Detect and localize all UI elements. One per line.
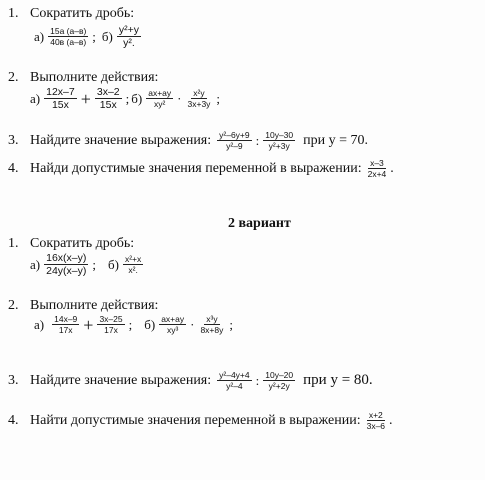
fraction — [52, 314, 79, 335]
separator: ; — [216, 90, 221, 106]
numerator: ax+ay — [161, 314, 185, 324]
numerator: x–3 — [370, 158, 384, 168]
fraction — [97, 314, 124, 335]
denominator: 2x+4 — [367, 169, 387, 179]
separator: ; — [92, 28, 96, 44]
v2-task-2-expr — [34, 314, 235, 335]
v1-task-1 — [8, 6, 134, 22]
separator: ; — [128, 316, 133, 332]
task-text: Найти допустимые значения переменной в выражении: — [30, 412, 361, 428]
period: . — [390, 160, 394, 176]
denominator: y²+2y — [268, 381, 290, 391]
fraction — [263, 130, 295, 151]
v1-task-2 — [8, 70, 158, 86]
task-number: 2. — [8, 70, 19, 85]
condition-text: при y = 70. — [303, 132, 369, 148]
separator: ; — [92, 256, 96, 272]
task-number: 1. — [8, 6, 19, 21]
denominator: x². — [128, 265, 138, 275]
denominator: y². — [123, 37, 135, 49]
operator: + — [80, 88, 91, 109]
numerator: 10y–20 — [265, 370, 294, 380]
numerator: 16x(x–y) — [46, 252, 87, 264]
task-number: 4. — [8, 160, 19, 176]
numerator: y²–6y+9 — [219, 130, 250, 140]
item-label-a: а) — [30, 256, 41, 272]
separator: ; — [125, 90, 130, 106]
v2-task-1 — [8, 236, 134, 252]
item-label-b: б) — [131, 90, 143, 106]
fraction — [217, 130, 251, 151]
task-text: Сократить дробь: — [30, 6, 135, 21]
operator: · — [190, 316, 195, 332]
task-text: Сократить дробь: — [30, 236, 135, 251]
fraction — [95, 86, 122, 111]
fraction — [198, 314, 225, 335]
fraction — [117, 24, 141, 49]
numerator: y²+y — [118, 24, 140, 36]
task-number: 3. — [8, 372, 19, 388]
fraction — [186, 88, 213, 109]
fraction — [146, 88, 173, 109]
denominator: 15x — [99, 99, 117, 111]
task-text: Найдите значение выражения: — [30, 132, 212, 148]
task-number: 4. — [8, 412, 19, 428]
v2-task-3 — [8, 370, 373, 391]
numerator: 12x–7 — [46, 86, 75, 98]
fraction — [366, 158, 389, 179]
task-text: Найди допустимые значения переменной в выражении: — [30, 160, 362, 176]
denominator: 3x+3y — [187, 99, 211, 109]
fraction — [217, 370, 251, 391]
denominator: y²+3y — [268, 141, 290, 151]
numerator: x+2 — [368, 410, 383, 420]
fraction — [123, 254, 143, 275]
denominator: 15x — [51, 99, 69, 111]
denominator: xy² — [154, 99, 166, 109]
numerator: 15a (a–в) — [50, 26, 87, 36]
denominator: 3x–6 — [366, 421, 386, 431]
denominator: 17x — [58, 325, 73, 335]
item-label-a: а) — [34, 316, 45, 332]
operator: + — [83, 314, 94, 335]
v2-task-4 — [8, 410, 393, 431]
numerator: 3x–2 — [96, 86, 120, 98]
fraction — [48, 26, 88, 47]
separator: ; — [229, 316, 233, 332]
v1-task-3 — [8, 130, 368, 151]
numerator: 10y–30 — [265, 130, 294, 140]
numerator: ax+ay — [148, 88, 172, 98]
task-number: 2. — [8, 298, 19, 313]
fraction — [365, 410, 387, 431]
period: . — [389, 412, 393, 428]
numerator: x³y — [206, 314, 218, 324]
numerator: x²y — [193, 88, 205, 98]
v1-task-2-expr — [30, 86, 222, 111]
task-text: Выполните действия: — [30, 70, 159, 85]
v2-task-2 — [8, 298, 158, 314]
operator: : — [255, 132, 260, 148]
variant-heading: 2 вариант — [228, 216, 291, 231]
v1-task-4 — [8, 158, 394, 179]
denominator: 17x — [104, 325, 118, 335]
numerator: x²+x — [124, 254, 142, 264]
item-label-b: б) — [144, 316, 156, 332]
denominator: 8x+8y — [200, 325, 224, 335]
denominator: y²–9 — [226, 141, 243, 151]
task-number: 3. — [8, 132, 19, 148]
task-text: Выполните действия: — [30, 298, 159, 313]
denominator: 24y(x–y) — [46, 265, 87, 277]
denominator: y²–4 — [226, 381, 243, 391]
numerator: 3x–25 — [99, 314, 123, 324]
fraction — [44, 252, 88, 277]
item-label-b: б) — [108, 256, 119, 272]
v2-task-1-expr — [30, 252, 145, 277]
v1-task-1-expr — [34, 24, 143, 49]
task-number: 1. — [8, 236, 19, 251]
fraction — [159, 314, 186, 335]
fraction — [263, 370, 295, 391]
denominator: 40в (a–в) — [50, 37, 87, 47]
numerator: y²–4y+4 — [219, 370, 250, 380]
numerator: 14x–9 — [54, 314, 78, 324]
operator: : — [255, 372, 260, 388]
item-label-a: а) — [34, 28, 45, 44]
operator: · — [177, 90, 182, 106]
task-text: Найдите значение выражения: — [30, 372, 212, 388]
condition-text: при y = 80. — [303, 372, 373, 388]
denominator: xy³ — [166, 325, 179, 335]
fraction — [44, 86, 77, 111]
item-label-a: а) — [30, 90, 41, 106]
item-label-b: б) — [101, 28, 113, 44]
